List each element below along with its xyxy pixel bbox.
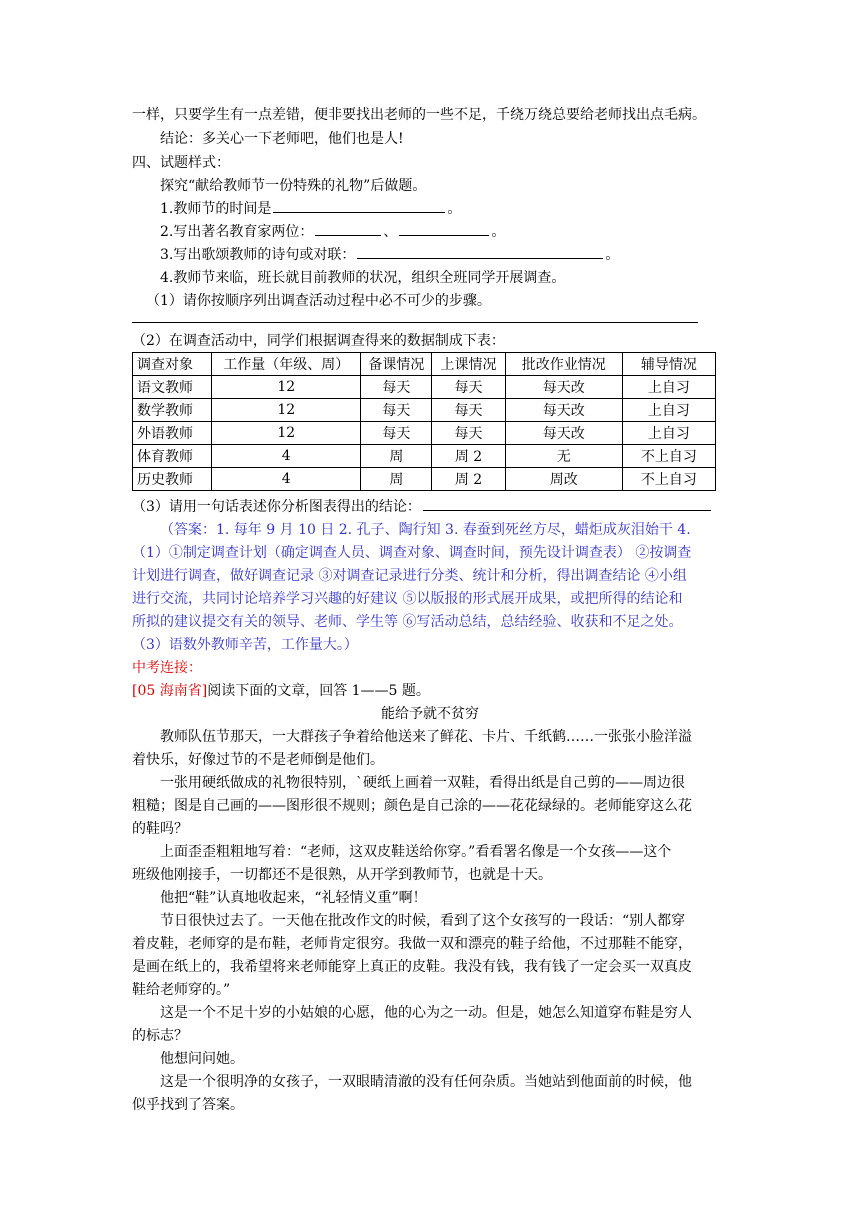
table-row	[133, 376, 716, 399]
table-cell: 上自习	[622, 422, 715, 445]
question-4-part-3-text: （3）请用一句话表述你分析图表得出的结论：	[132, 499, 421, 515]
column-header: 工作量（年级、周）	[212, 353, 361, 376]
question-3-text: 3.写出歌颂教师的诗句或对联：	[160, 247, 356, 263]
answer-line-2: （1）①制定调查计划（确定调查人员、调查对象、调查时间，预先设计调查表） ②按调查	[132, 545, 692, 561]
column-header: 调查对象	[133, 353, 212, 376]
table-cell: 不上自习	[622, 468, 715, 491]
table-cell: 每天	[432, 422, 505, 445]
table-cell: 体育教师	[133, 445, 212, 468]
question-2-end: 。	[491, 224, 506, 240]
answer-blank	[315, 221, 381, 236]
table-cell: 每天	[361, 422, 432, 445]
article-line: 是画在纸上的，我希望将来老师能穿上真正的皮鞋。我没有钱，我有钱了一定会买一双真皮	[132, 959, 692, 975]
answer-line-5: 所拟的建议提交有关的领导、老师、学生等 ⑥写活动总结，总结经验、收获和不足之处。	[132, 614, 683, 630]
table-cell: 外语教师	[133, 422, 212, 445]
table-cell: 上自习	[622, 376, 715, 399]
table-cell: 周 2	[432, 468, 505, 491]
question-1-end: 。	[447, 201, 462, 217]
answer-line	[132, 322, 698, 323]
table-cell: 12	[212, 399, 361, 422]
table-cell: 每天	[361, 376, 432, 399]
answer-line-1: （答案：1. 每年 9 月 10 日 2. 孔子、陶行知 3. 春蚕到死丝方尽，蜡炬成灰泪始干 4.	[160, 522, 691, 538]
article-line: 教师队伍节那天，一大群孩子争着给他送来了鲜花、卡片、千纸鹤……一张张小脸洋溢	[160, 729, 692, 745]
exam-link-heading: 中考连接：	[132, 660, 202, 676]
answer-line-4: 进行交流，共同讨论培养学习兴趣的好建议 ⑤以版报的形式展开成果，或把所得的结论和	[132, 591, 683, 607]
question-intro: 探究“献给教师节一份特殊的礼物”后做题。	[160, 178, 427, 194]
article-line: 他想问问她。	[160, 1051, 244, 1067]
table-cell: 4	[212, 468, 361, 491]
article-line: 这是一个很明净的女孩子，一双眼睛清澈的没有任何杂质。当她站到他面前的时候，他	[160, 1074, 692, 1090]
question-1-text: 1.教师节的时间是	[160, 201, 272, 217]
column-header: 备课情况	[361, 353, 432, 376]
question-4-part-2: （2）在调查活动中，同学们根据调查得来的数据制成下表：	[132, 333, 505, 349]
table-cell: 周	[361, 468, 432, 491]
answer-blank	[273, 198, 445, 213]
table-cell: 周 2	[432, 445, 505, 468]
column-header: 批改作业情况	[505, 353, 622, 376]
table-cell: 周	[361, 445, 432, 468]
article-line: 着皮鞋，老师穿的是布鞋，老师肯定很穷。我做一双和漂亮的鞋子给他，不过那鞋不能穿，	[132, 936, 692, 952]
survey-table	[132, 352, 716, 491]
question-4: 4.教师节来临，班长就目前教师的状况，组织全班同学开展调查。	[160, 270, 566, 286]
table-cell: 每天改	[505, 422, 622, 445]
question-2-sep: 、	[383, 224, 398, 240]
article-line: 的标志？	[132, 1028, 188, 1044]
article-line: 的鞋吗？	[132, 821, 188, 837]
article-line: 节日很快过去了。一天他在批改作文的时候，看到了这个女孩写的一段话：“别人都穿	[160, 913, 686, 929]
question-3	[160, 244, 860, 266]
source-instruction: 阅读下面的文章，回答 1——5 题。	[207, 683, 430, 699]
table-cell: 无	[505, 445, 622, 468]
answer-blank	[423, 496, 711, 511]
source-line	[132, 680, 860, 702]
question-3-end: 。	[605, 247, 620, 263]
article-line: 鞋给老师穿的。”	[132, 982, 231, 998]
question-1	[160, 198, 860, 220]
table-row	[133, 468, 716, 491]
table-header-row	[133, 353, 716, 376]
conclusion-line: 结论：多关心一下老师吧，他们也是人!	[160, 131, 404, 147]
article-line: 一张用硬纸做成的礼物很特别，`硬纸上画着一双鞋，看得出纸是自己剪的——周边很	[160, 775, 685, 791]
answer-line-3: 计划进行调查，做好调查记录 ③对调查记录进行分类、统计和分析，得出调查结论 ④小组	[132, 568, 687, 584]
question-2-text: 2.写出著名教育家两位：	[160, 224, 314, 240]
source-tag: [05 海南省]	[132, 683, 208, 699]
article-line: 这是一个不足十岁的小姑娘的心愿，他的心为之一动。但是，她怎么知道穿布鞋是穷人	[160, 1005, 692, 1021]
answer-line-6: （3）语数外教师辛苦，工作量大。）	[132, 637, 358, 653]
question-2	[160, 221, 860, 243]
table-row	[133, 399, 716, 422]
answer-blank	[399, 221, 489, 236]
question-4-part-3	[132, 496, 860, 518]
table-cell: 每天改	[505, 399, 622, 422]
table-cell: 每天	[432, 399, 505, 422]
article-line: 似乎找到了答案。	[132, 1097, 244, 1113]
table-cell: 4	[212, 445, 361, 468]
article-line: 着快乐，好像过节的不是老师倒是他们。	[132, 752, 384, 768]
answer-blank	[357, 244, 603, 259]
table-cell: 12	[212, 422, 361, 445]
table-cell: 每天	[432, 376, 505, 399]
table-cell: 数学教师	[133, 399, 212, 422]
article-title: 能给予就不贫穷	[381, 706, 479, 722]
table-row	[133, 445, 716, 468]
article-line: 粗糙；图是自己画的——图形很不规则；颜色是自己涂的——花花绿绿的。老师能穿这么花	[132, 798, 692, 814]
table-cell: 历史教师	[133, 468, 212, 491]
paragraph-continuation: 一样，只要学生有一点差错，便非要找出老师的一些不足，千绕万绕总要给老师找出点毛病。	[132, 107, 706, 123]
question-4-part-1: （1）请你按顺序列出调查活动过程中必不可少的步骤。	[146, 293, 491, 309]
column-header: 辅导情况	[622, 353, 715, 376]
table-cell: 每天改	[505, 376, 622, 399]
table-cell: 周改	[505, 468, 622, 491]
article-line: 班级他刚接手，一切都还不是很熟，从开学到教师节，也就是十天。	[132, 867, 552, 883]
table-row	[133, 422, 716, 445]
table-cell: 12	[212, 376, 361, 399]
table-cell: 每天	[361, 399, 432, 422]
article-line: 他把“鞋”认真地收起来，“礼轻情义重”啊！	[160, 890, 427, 906]
article-line: 上面歪歪粗粗地写着：“老师，这双皮鞋送给你穿。”看看署名像是一个女孩——这个	[160, 844, 672, 860]
column-header: 上课情况	[432, 353, 505, 376]
section-heading: 四、试题样式：	[132, 155, 230, 171]
table-cell: 语文教师	[133, 376, 212, 399]
table-cell: 不上自习	[622, 445, 715, 468]
table-cell: 上自习	[622, 399, 715, 422]
